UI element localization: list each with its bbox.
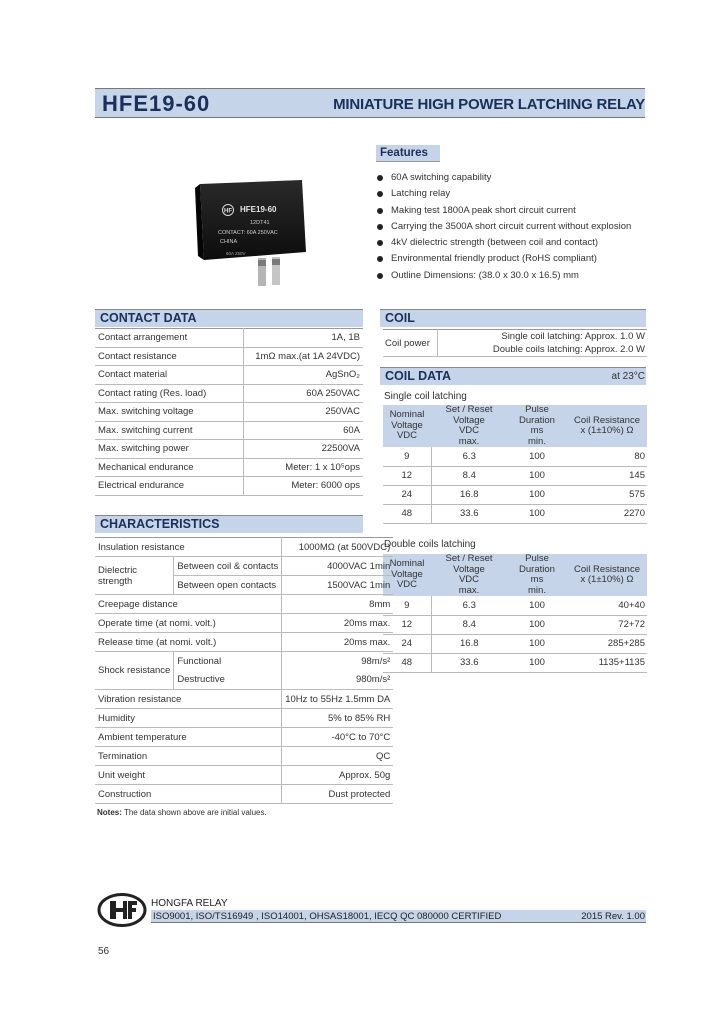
row-label: Contact rating (Res. load): [95, 384, 243, 403]
double-coil-caption: Double coils latching: [384, 539, 476, 550]
certifications-bar: [151, 910, 646, 923]
row-label: Dielectric strength: [95, 557, 174, 595]
features-heading: Features: [376, 145, 440, 162]
table-row: [95, 557, 393, 576]
table-row: [383, 330, 647, 344]
coil-data-condition: at 23°C: [611, 371, 645, 382]
cell: 8.4: [431, 466, 507, 485]
feature-item: Latching relay: [377, 188, 647, 204]
cell: 100: [507, 596, 567, 615]
characteristics-heading: CHARACTERISTICS: [95, 515, 363, 533]
coil-data-heading: [380, 367, 646, 385]
cell: 100: [507, 447, 567, 466]
table-row: [95, 477, 363, 496]
characteristics-table: [95, 537, 393, 804]
header-bar: [95, 88, 645, 118]
row-value: 20ms max.: [282, 633, 394, 652]
cell: 100: [507, 653, 567, 672]
cell: 6.3: [431, 596, 507, 615]
cell: 9: [383, 596, 431, 615]
part-number: HFE19-60: [102, 91, 211, 116]
table-row: [95, 595, 393, 614]
page-number: 56: [98, 946, 110, 957]
table-row: [383, 447, 647, 466]
feature-item: Carrying the 3500A short circuit current without explosion: [377, 221, 647, 237]
row-sublabel: Destructive: [174, 671, 282, 690]
row-value: 1500VAC 1min: [282, 576, 394, 595]
row-label: Insulation resistance: [95, 538, 282, 557]
row-label: Release time (at nomi. volt.): [95, 633, 282, 652]
table-row: [383, 653, 647, 672]
cell: 145: [567, 466, 647, 485]
cell: 24: [383, 485, 431, 504]
cell: 575: [567, 485, 647, 504]
relay-model-text: HFE19-60: [240, 205, 277, 214]
notes-label: Notes:: [97, 808, 122, 817]
table-row: [95, 766, 393, 785]
cell: 33.6: [431, 653, 507, 672]
notes-text: The data shown above are initial values.: [123, 808, 267, 817]
feature-item: Outline Dimensions: (38.0 x 30.0 x 16.5) mm: [377, 270, 647, 286]
table-row: [383, 615, 647, 634]
row-value: 1A, 1B: [243, 329, 363, 348]
row-value: -40°C to 70°C: [282, 728, 394, 747]
row-value: 250VAC: [243, 403, 363, 422]
table-row: [95, 329, 363, 348]
row-label: Max. switching current: [95, 421, 243, 440]
feature-item: 60A switching capability: [377, 172, 647, 188]
row-value: Dust protected: [282, 785, 394, 804]
cell: 24: [383, 634, 431, 653]
coil-power-label: Coil power: [383, 330, 437, 357]
table-row: [95, 728, 393, 747]
row-value: Meter: 6000 ops: [243, 477, 363, 496]
table-row: [383, 466, 647, 485]
table-row: [95, 690, 393, 709]
cell: 8.4: [431, 615, 507, 634]
column-header: Set / Reset Voltage VDC max.: [431, 554, 507, 596]
row-label: Termination: [95, 747, 282, 766]
relay-contact-text: CONTACT: 60A 250VAC: [218, 230, 278, 236]
certifications-text: ISO9001, ISO/TS16949 , ISO14001, OHSAS18001, IECQ QC 080000 CERTIFIED: [153, 911, 502, 922]
row-value: Meter: 1 x 10⁵ops: [243, 458, 363, 477]
contact-data-heading: CONTACT DATA: [95, 309, 363, 327]
revision-text: 2015 Rev. 1.00: [581, 911, 645, 922]
relay-logo-text: HF: [224, 208, 232, 215]
cell: 285+285: [567, 634, 647, 653]
coil-heading: COIL: [380, 309, 646, 327]
table-row: [383, 485, 647, 504]
row-sublabel: Functional: [174, 652, 282, 671]
cell: 40+40: [567, 596, 647, 615]
table-row: [95, 538, 393, 557]
column-header: Pulse Duration ms min.: [507, 554, 567, 596]
row-label: Contact material: [95, 366, 243, 385]
row-label: Electrical endurance: [95, 477, 243, 496]
table-row: [95, 440, 363, 459]
cell: 9: [383, 447, 431, 466]
table-header-row: [383, 554, 647, 596]
coil-table: [383, 329, 647, 357]
row-value: 5% to 85% RH: [282, 709, 394, 728]
table-row: [95, 614, 393, 633]
table-header-row: [383, 405, 647, 447]
column-header: Coil Resistance x (1±10%) Ω: [567, 405, 647, 447]
feature-item: Environmental friendly product (RoHS compliant): [377, 253, 647, 269]
coil-data-title: COIL DATA: [385, 369, 451, 383]
row-label: Max. switching voltage: [95, 403, 243, 422]
cell: 1135+1135: [567, 653, 647, 672]
row-value: Approx. 50g: [282, 766, 394, 785]
row-value: 98m/s²: [361, 655, 391, 667]
row-value: 4000VAC 1min: [282, 557, 394, 576]
row-value: AgSnO₂: [243, 366, 363, 385]
row-label: Unit weight: [95, 766, 282, 785]
cell: 33.6: [431, 504, 507, 523]
cell: 12: [383, 466, 431, 485]
cell: 100: [507, 634, 567, 653]
column-header: Set / Reset Voltage VDC max.: [431, 405, 507, 447]
single-coil-table: [383, 405, 647, 524]
relay-code-text: 12DT41: [250, 220, 270, 226]
row-value: 8mm: [282, 595, 394, 614]
table-row: [95, 347, 363, 366]
row-label: Shock resistance: [95, 652, 174, 690]
row-value: 60A 250VAC: [243, 384, 363, 403]
row-label: Creepage distance: [95, 595, 282, 614]
table-row: [95, 633, 393, 652]
row-label: Humidity: [95, 709, 282, 728]
relay-origin-text: CHINA: [220, 239, 238, 245]
cell: 48: [383, 504, 431, 523]
row-label: Construction: [95, 785, 282, 804]
double-coil-table: [383, 554, 647, 673]
cell: 6.3: [431, 447, 507, 466]
cell: 16.8: [431, 485, 507, 504]
cell: 2270: [567, 504, 647, 523]
cell: 100: [507, 504, 567, 523]
cell: 100: [507, 615, 567, 634]
row-label: Operate time (at nomi. volt.): [95, 614, 282, 633]
row-value: QC: [282, 747, 394, 766]
table-row: [95, 421, 363, 440]
feature-item: 4kV dielectric strength (between coil and contact): [377, 237, 647, 253]
table-row: [95, 785, 393, 804]
hongfa-logo-icon: [97, 893, 147, 927]
row-label: Mechanical endurance: [95, 458, 243, 477]
relay-product-image: [190, 180, 308, 290]
row-value: 1mΩ max.(at 1A 24VDC): [243, 347, 363, 366]
cell: 16.8: [431, 634, 507, 653]
cell: 80: [567, 447, 647, 466]
row-sublabel: Between coil & contacts: [174, 557, 282, 576]
table-row: [383, 634, 647, 653]
single-coil-caption: Single coil latching: [384, 391, 467, 402]
row-value: 22500VA: [243, 440, 363, 459]
column-header: Coil Resistance x (1±10%) Ω: [567, 554, 647, 596]
cell: 12: [383, 615, 431, 634]
table-row: [95, 709, 393, 728]
table-row: [383, 504, 647, 523]
row-value: 20ms max.: [282, 614, 394, 633]
row-value: 10Hz to 55Hz 1.5mm DA: [282, 690, 394, 709]
row-label: Contact resistance: [95, 347, 243, 366]
contact-data-table: [95, 328, 363, 496]
document-title: MINIATURE HIGH POWER LATCHING RELAY: [333, 96, 645, 113]
cell: 72+72: [567, 615, 647, 634]
table-row: [95, 366, 363, 385]
row-sublabel: Between open contacts: [174, 576, 282, 595]
row-label: Contact arrangement: [95, 329, 243, 348]
column-header: Pulse Duration ms min.: [507, 405, 567, 447]
row-label: Max. switching power: [95, 440, 243, 459]
cell: 48: [383, 653, 431, 672]
row-value: 1000MΩ (at 500VDC): [282, 538, 394, 557]
row-value: 980m/s²: [282, 671, 394, 690]
table-row: [383, 596, 647, 615]
features-list: [377, 172, 647, 286]
column-header: Nominal Voltage VDC: [383, 405, 431, 447]
relay-rating-text: 60A 250V: [226, 251, 246, 256]
coil-power-double: Double coils latching: Approx. 2.0 W: [437, 343, 647, 357]
cell: 100: [507, 485, 567, 504]
feature-item: Making test 1800A peak short circuit current: [377, 205, 647, 221]
column-header: Nominal Voltage VDC: [383, 554, 431, 596]
cell: 100: [507, 466, 567, 485]
row-value: 60A: [243, 421, 363, 440]
table-row: [95, 747, 393, 766]
brand-name: HONGFA RELAY: [151, 898, 228, 909]
row-label: Ambient temperature: [95, 728, 282, 747]
table-row: [95, 458, 363, 477]
table-row: [95, 652, 393, 671]
table-row: [95, 403, 363, 422]
notes: [97, 808, 267, 817]
table-row: [95, 384, 363, 403]
coil-power-single: Single coil latching: Approx. 1.0 W: [437, 330, 647, 344]
row-label: Vibration resistance: [95, 690, 282, 709]
